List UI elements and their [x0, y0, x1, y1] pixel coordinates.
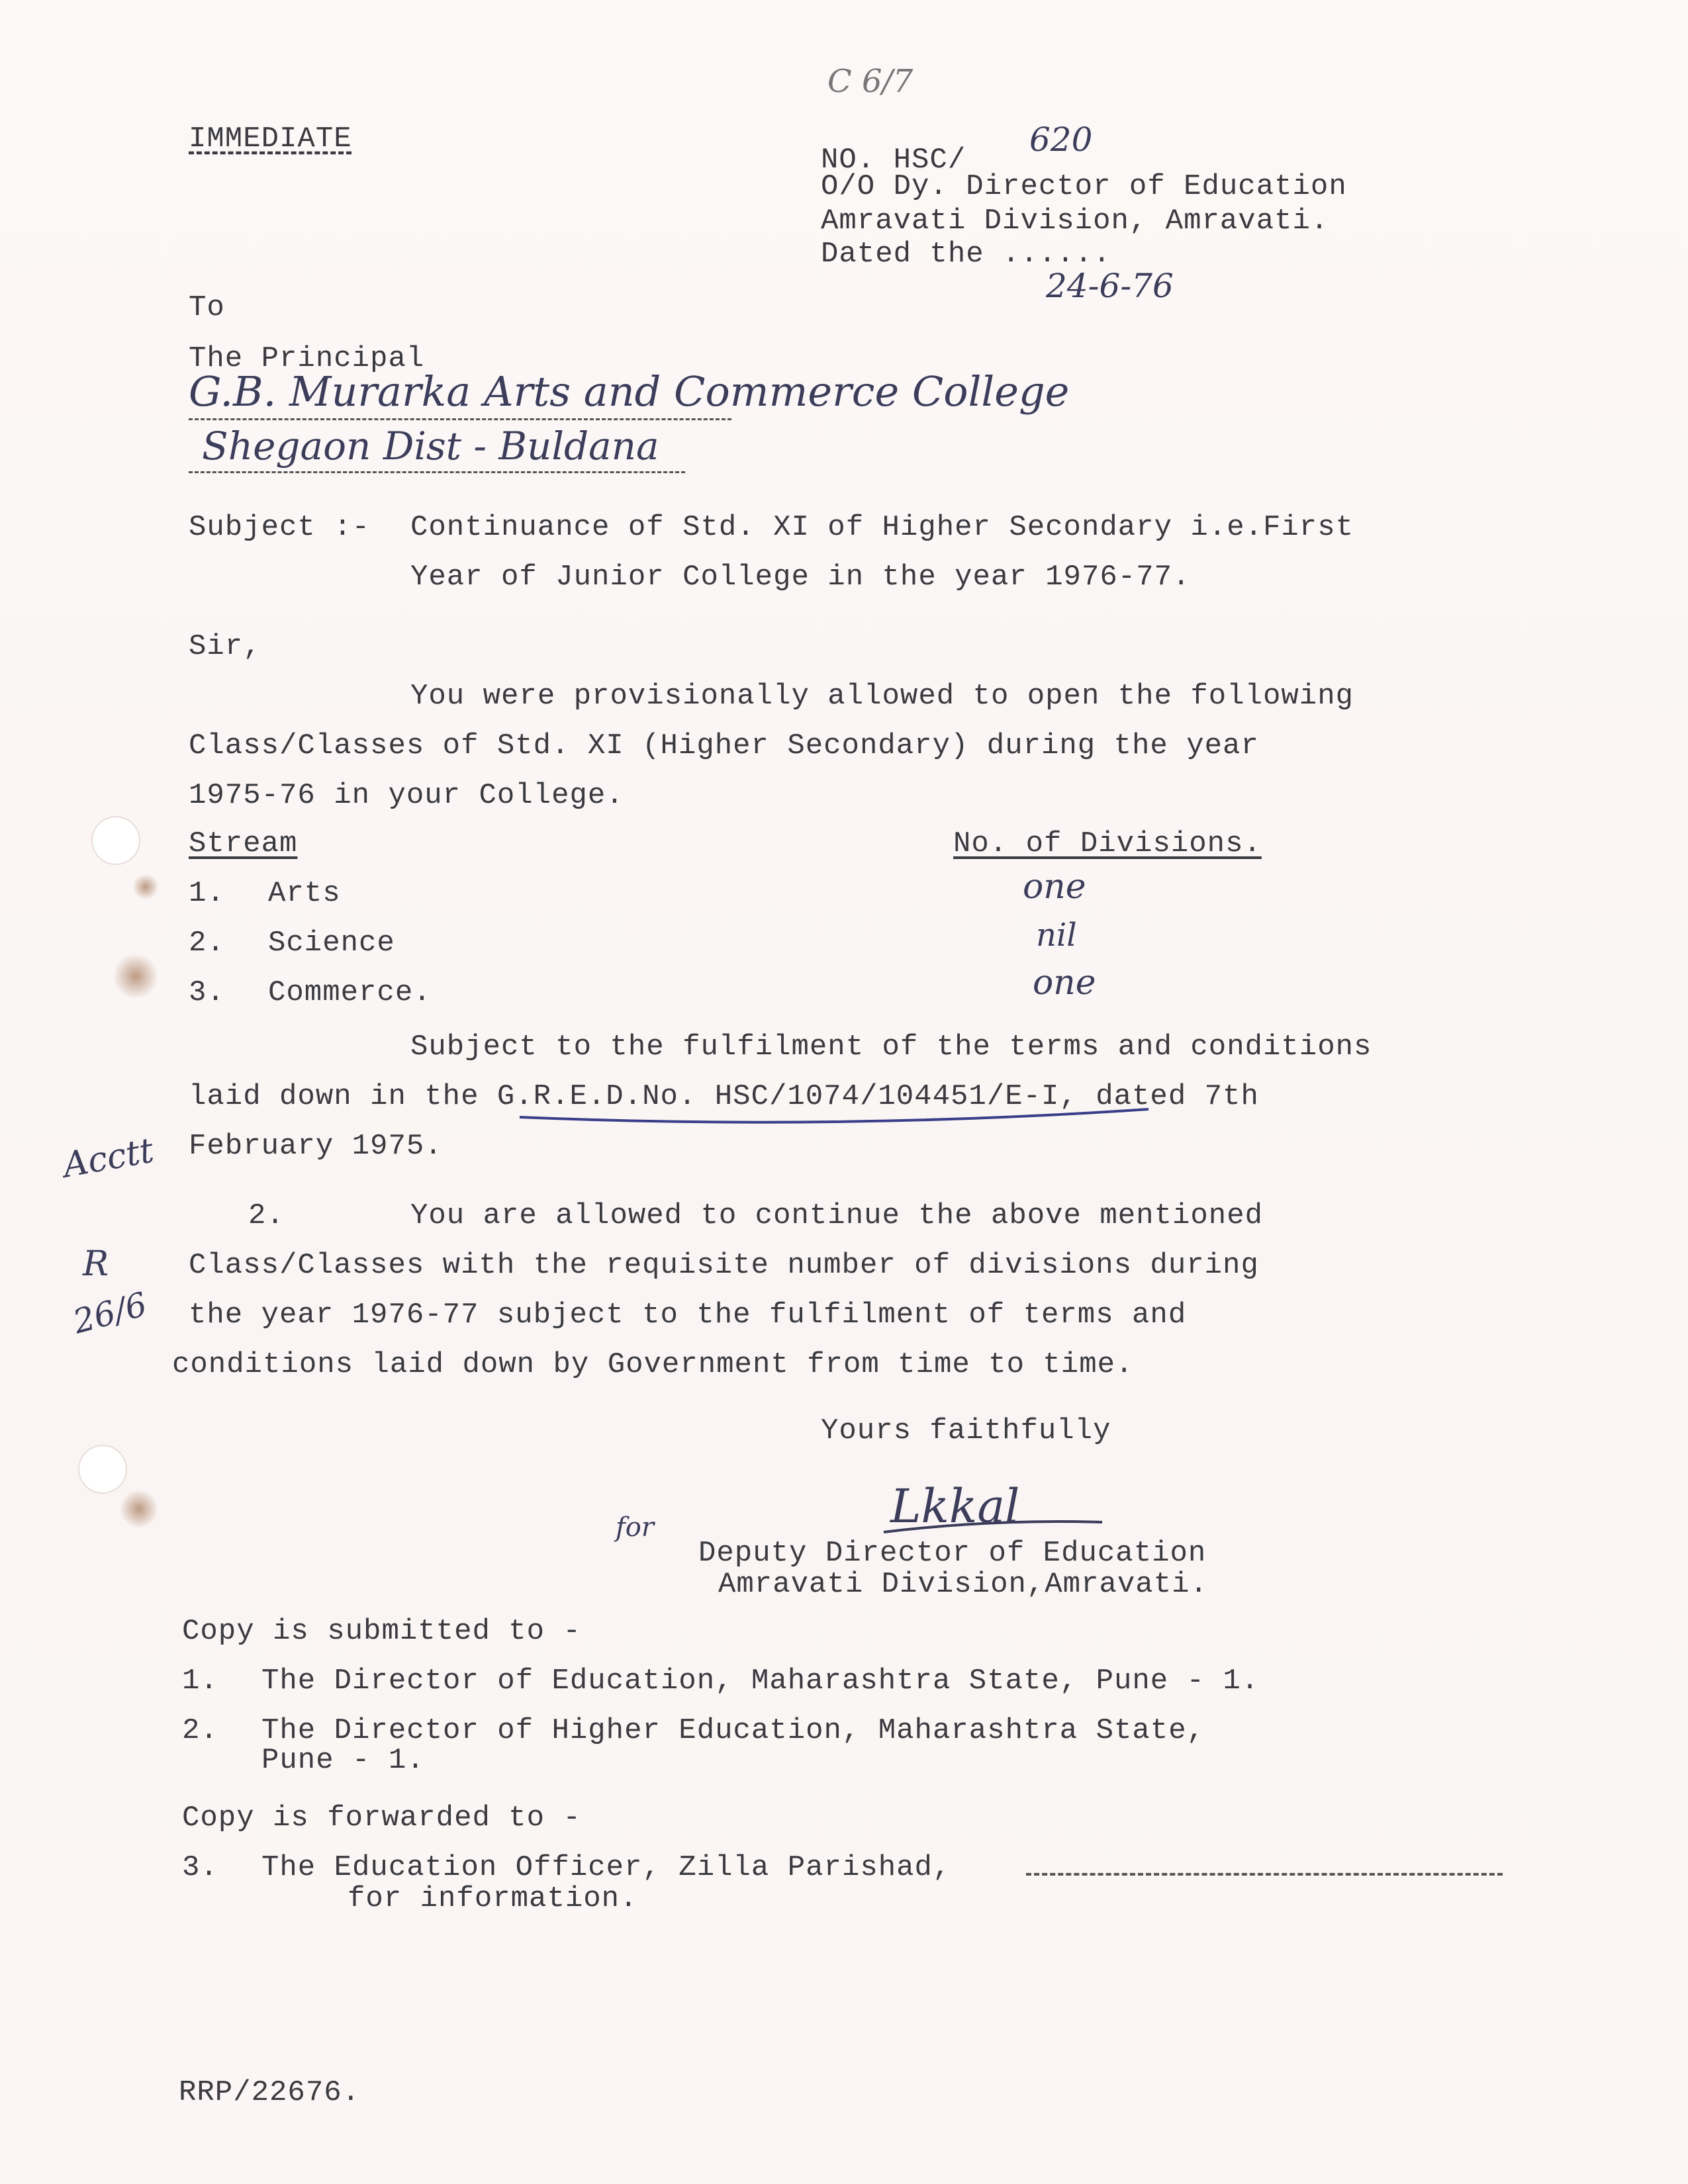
subject-line-1: Continuance of Std. XI of Higher Secondary i.e.First	[410, 511, 1354, 544]
copy-recipient-line: The Director of Education, Maharashtra State, Pune - 1.	[261, 1664, 1260, 1698]
stream-divisions-handwritten: one	[1033, 963, 1096, 1003]
paragraph-2-line-3: February 1975.	[189, 1130, 443, 1163]
punch-hole-top	[93, 817, 139, 864]
margin-note-acctt: Acctt	[60, 1130, 157, 1186]
stream-name: Arts	[268, 877, 341, 910]
rust-stain	[119, 1489, 159, 1529]
trailing-dash-line	[1026, 1873, 1503, 1876]
office-line: O/O Dy. Director of Education	[821, 170, 1347, 203]
paragraph-1-line-1: You were provisionally allowed to open the following	[410, 680, 1354, 713]
copy-recipient-number: 3.	[182, 1851, 218, 1884]
copy-recipient-number: 1.	[182, 1664, 218, 1698]
top-scribble: C 6/7	[827, 63, 914, 100]
stream-column-header: Stream	[189, 827, 298, 860]
signature-for: for	[616, 1512, 655, 1543]
reference-number-handwritten: 620	[1029, 120, 1093, 159]
stream-number: 3.	[189, 976, 225, 1009]
signature-stroke	[880, 1512, 1105, 1539]
stream-name: Commerce.	[268, 976, 432, 1009]
paragraph-2-line-1: Subject to the fulfilment of the terms and conditions	[410, 1030, 1372, 1064]
paragraph-1-line-2: Class/Classes of Std. XI (Higher Secondary) during the year	[189, 729, 1259, 762]
paragraph-3-line-1: You are allowed to continue the above mentioned	[410, 1199, 1264, 1232]
signature-handwritten: Lkkal	[890, 1479, 1020, 1533]
immediate-label: IMMEDIATE	[189, 122, 352, 156]
signatory-title: Deputy Director of Education	[698, 1537, 1207, 1570]
copy-recipient-line: The Director of Higher Education, Maharashtra State,	[261, 1714, 1205, 1747]
closing-text: Yours faithfully	[821, 1414, 1111, 1447]
paragraph-2-line-2: laid down in the G.R.E.D.No. HSC/1074/104451/E-I, dated 7th	[189, 1080, 1259, 1113]
college-name-handwritten: G.B. Murarka Arts and Commerce College	[189, 367, 1070, 416]
stream-number: 1.	[189, 877, 225, 910]
footer-code: RRP/22676.	[179, 2076, 361, 2109]
signatory-office: Amravati Division,Amravati.	[718, 1568, 1208, 1601]
stream-divisions-handwritten: one	[1023, 867, 1086, 907]
principal-label: The Principal	[189, 342, 425, 375]
subject-label: Subject :-	[189, 511, 371, 544]
copy-recipient-number: 2.	[182, 1714, 218, 1747]
dated-line: Dated the ......	[821, 238, 1111, 271]
paragraph-1-line-3: 1975-76 in your College.	[189, 779, 624, 812]
copy-recipient-line: The Education Officer, Zilla Parishad,	[261, 1851, 951, 1884]
paragraph-3-number: 2.	[248, 1199, 285, 1232]
rust-stain	[132, 874, 159, 900]
salutation: Sir,	[189, 630, 261, 663]
ink-underline	[516, 1104, 1152, 1130]
college-place-handwritten: Shegaon Dist - Buldana	[202, 424, 659, 469]
copy-recipient-line-2: for information.	[348, 1882, 638, 1915]
date-handwritten: 24-6-76	[1046, 267, 1174, 305]
address-dotted-line	[189, 471, 685, 473]
margin-note-initial: R	[83, 1244, 109, 1284]
paragraph-3-line-4: conditions laid down by Government from time to time.	[172, 1348, 1134, 1381]
punch-hole-bottom	[79, 1446, 126, 1492]
reference-number-label: NO. HSC/	[821, 144, 966, 177]
division-line: Amravati Division, Amravati.	[821, 205, 1329, 238]
divisions-column-header: No. of Divisions.	[953, 827, 1262, 860]
address-dotted-line	[189, 418, 731, 420]
rust-stain	[113, 953, 159, 999]
to-label: To	[189, 291, 225, 324]
paragraph-3-line-2: Class/Classes with the requisite number of divisions during	[189, 1249, 1259, 1282]
stream-name: Science	[268, 927, 395, 960]
copy-forwarded-label: Copy is forwarded to -	[182, 1801, 581, 1835]
margin-note-date: 26/6	[69, 1285, 151, 1342]
copy-submitted-label: Copy is submitted to -	[182, 1615, 581, 1648]
stream-divisions-handwritten: nil	[1036, 917, 1077, 954]
copy-recipient-line-2: Pune - 1.	[261, 1744, 425, 1777]
paragraph-3-line-3: the year 1976-77 subject to the fulfilment of terms and	[189, 1298, 1187, 1332]
stream-number: 2.	[189, 927, 225, 960]
subject-line-2: Year of Junior College in the year 1976-77.	[410, 561, 1191, 594]
